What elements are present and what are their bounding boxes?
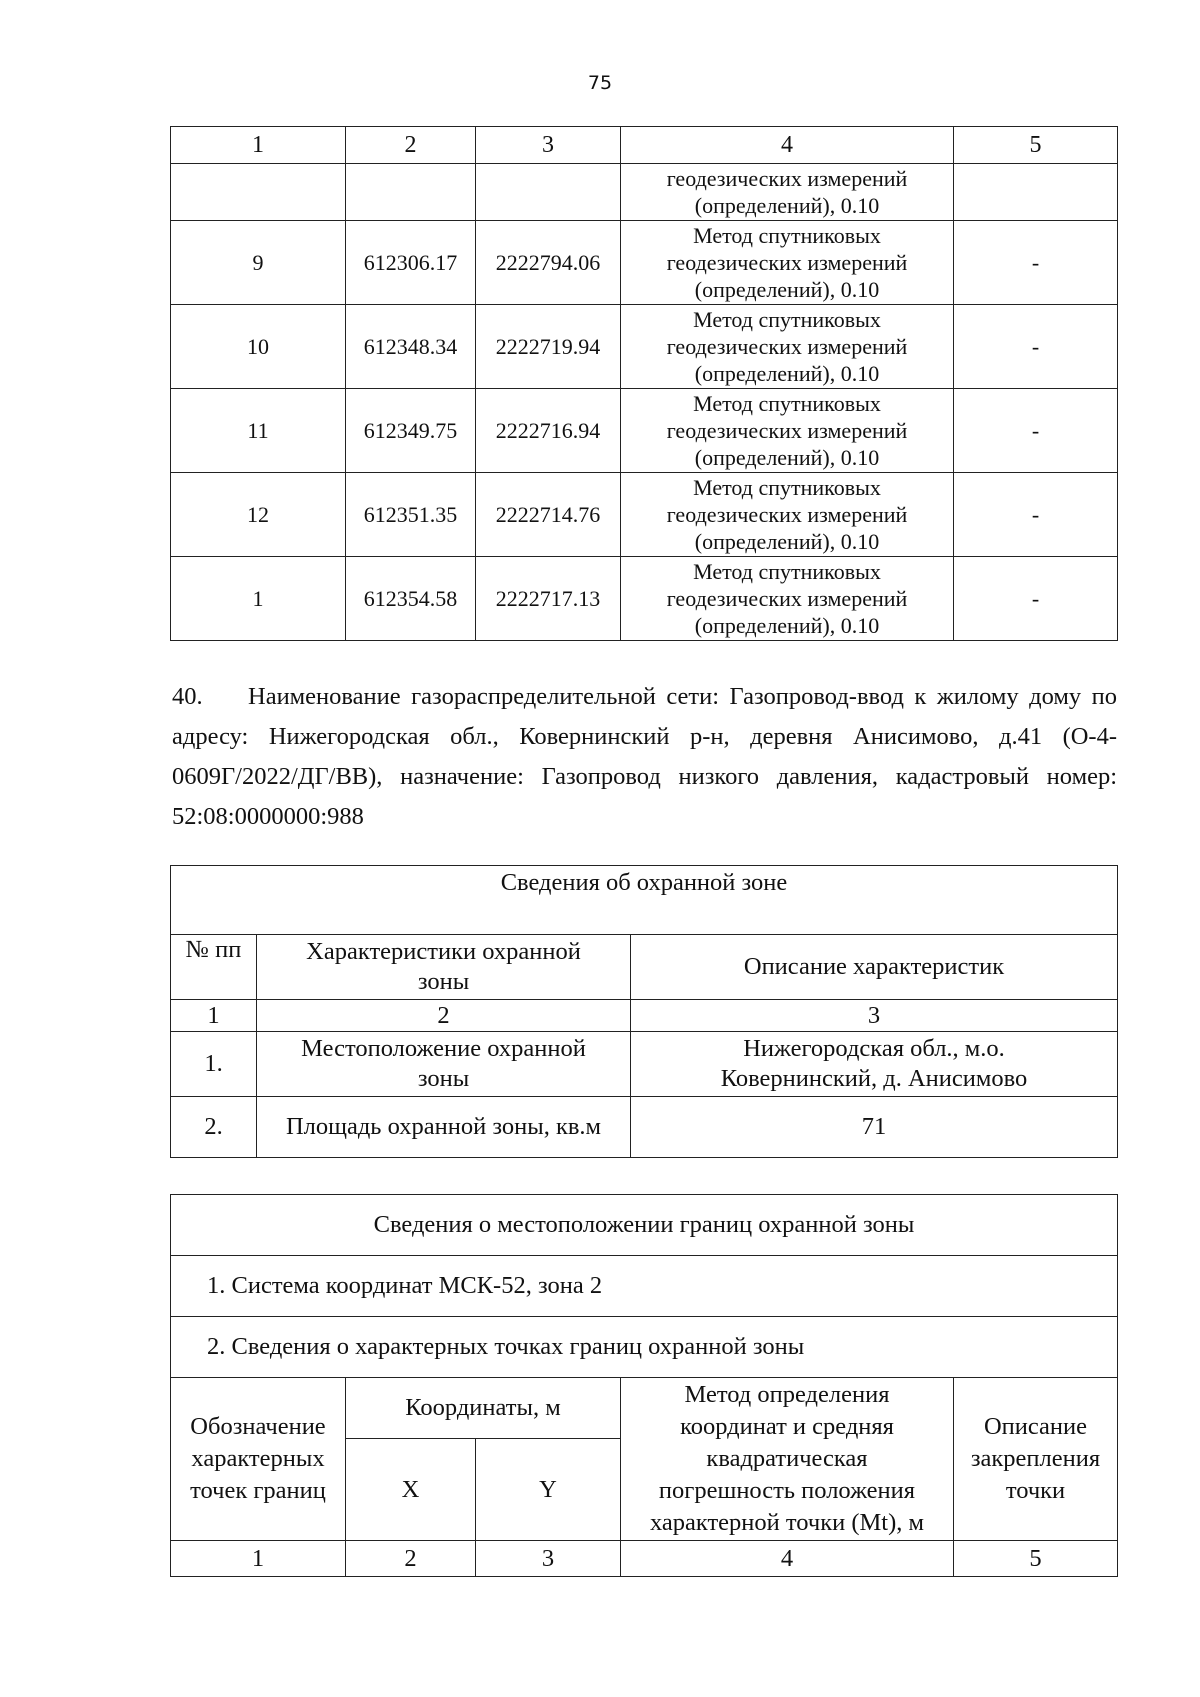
point-cell: 10 xyxy=(171,305,346,389)
header-cell: № пп xyxy=(171,935,257,1000)
header-cell: Метод определения координат и средняя квадратическая погрешность положения характерной точки (Mt), м xyxy=(621,1378,954,1541)
point-cell: 9 xyxy=(171,221,346,305)
table-row xyxy=(171,305,1118,389)
header-cell: Y xyxy=(476,1439,621,1541)
table-row xyxy=(171,557,1118,641)
boundary-info-table xyxy=(170,1194,1118,1577)
characteristic-cell: Местоположение охранной зоны xyxy=(257,1032,631,1097)
method-cell: Метод спутниковых геодезических измерений (определений), 0.10 xyxy=(621,221,954,305)
desc-cell: - xyxy=(954,221,1118,305)
header-cell: X xyxy=(346,1439,476,1541)
y-cell: 2222794.06 xyxy=(476,221,621,305)
table-title-row xyxy=(171,866,1118,935)
section-number: 40. xyxy=(172,683,203,710)
description-cell: 71 xyxy=(631,1097,1118,1158)
table-header-row xyxy=(171,1378,1118,1439)
table-row xyxy=(171,1097,1118,1158)
y-cell: 2222716.94 xyxy=(476,389,621,473)
header-cell: Обозначение характерных точек границ xyxy=(171,1378,346,1541)
desc-cell: - xyxy=(954,305,1118,389)
description-cell: Нижегородская обл., м.о. Ковернинский, д. Анисимово xyxy=(631,1032,1118,1097)
y-cell: 2222719.94 xyxy=(476,305,621,389)
x-cell: 612348.34 xyxy=(346,305,476,389)
header-cell: Описание закрепления точки xyxy=(954,1378,1118,1541)
table-info-row xyxy=(171,1256,1118,1317)
method-cell: Метод спутниковых геодезических измерений (определений), 0.10 xyxy=(621,557,954,641)
header-cell: Координаты, м xyxy=(346,1378,621,1439)
zone-info-table xyxy=(170,865,1118,1158)
coordinates-table-continued xyxy=(170,126,1118,641)
table-info-row xyxy=(171,1317,1118,1378)
desc-cell: - xyxy=(954,389,1118,473)
desc-cell: - xyxy=(954,473,1118,557)
point-cell: 1 xyxy=(171,557,346,641)
header-cell: 1 xyxy=(171,127,346,164)
x-cell: 612306.17 xyxy=(346,221,476,305)
method-cell: Метод спутниковых геодезических измерений (определений), 0.10 xyxy=(621,473,954,557)
header-cell: 4 xyxy=(621,127,954,164)
header-cell: 3 xyxy=(476,127,621,164)
table-row xyxy=(171,164,1118,221)
point-cell: 12 xyxy=(171,473,346,557)
row-number: 2. xyxy=(171,1097,257,1158)
desc-cell: - xyxy=(954,557,1118,641)
coordinate-system-line: 1. Система координат МСК-52, зона 2 xyxy=(171,1256,1118,1317)
header-cell: Описание характеристик xyxy=(631,935,1118,1000)
row-number: 1. xyxy=(171,1032,257,1097)
section-text: Наименование газораспределительной сети: Газопровод-ввод к жилому дому по адресу: Нижегородская обл., Ковернинский р-н, деревня Анисимово, д.41 (О-4-0609Г/2022/ДГ/ВВ), назначение: Газопровод низкого давления, кадастровый номер: 52:08:0000000:988 xyxy=(172,683,1117,830)
table-row xyxy=(171,473,1118,557)
table-header-row xyxy=(171,935,1118,1000)
table-title: Сведения об охранной зоне xyxy=(171,866,1118,935)
header-cell: 5 xyxy=(954,127,1118,164)
x-cell: 612354.58 xyxy=(346,557,476,641)
page-number: 75 xyxy=(587,72,613,94)
section-paragraph xyxy=(172,677,1117,837)
y-cell: 2222717.13 xyxy=(476,557,621,641)
header-cell: Характеристики охранной зоны xyxy=(257,935,631,1000)
x-cell: 612349.75 xyxy=(346,389,476,473)
characteristic-cell: Площадь охранной зоны, кв.м xyxy=(257,1097,631,1158)
table-header-row xyxy=(171,127,1118,164)
x-cell: 612351.35 xyxy=(346,473,476,557)
table-title: Сведения о местоположении границ охранной зоны xyxy=(171,1195,1118,1256)
table-row xyxy=(171,221,1118,305)
table-row xyxy=(171,1032,1118,1097)
point-cell: 11 xyxy=(171,389,346,473)
column-number-row: 1 2 3 4 5 xyxy=(171,1541,1118,1577)
table-title-row xyxy=(171,1195,1118,1256)
method-cell: геодезических измерений (определений), 0.10 xyxy=(621,164,954,221)
table-row xyxy=(171,389,1118,473)
y-cell: 2222714.76 xyxy=(476,473,621,557)
method-cell: Метод спутниковых геодезических измерений (определений), 0.10 xyxy=(621,305,954,389)
column-number-row: 1 2 3 xyxy=(171,1000,1118,1032)
points-info-line: 2. Сведения о характерных точках границ охранной зоны xyxy=(171,1317,1118,1378)
header-cell: 2 xyxy=(346,127,476,164)
method-cell: Метод спутниковых геодезических измерений (определений), 0.10 xyxy=(621,389,954,473)
